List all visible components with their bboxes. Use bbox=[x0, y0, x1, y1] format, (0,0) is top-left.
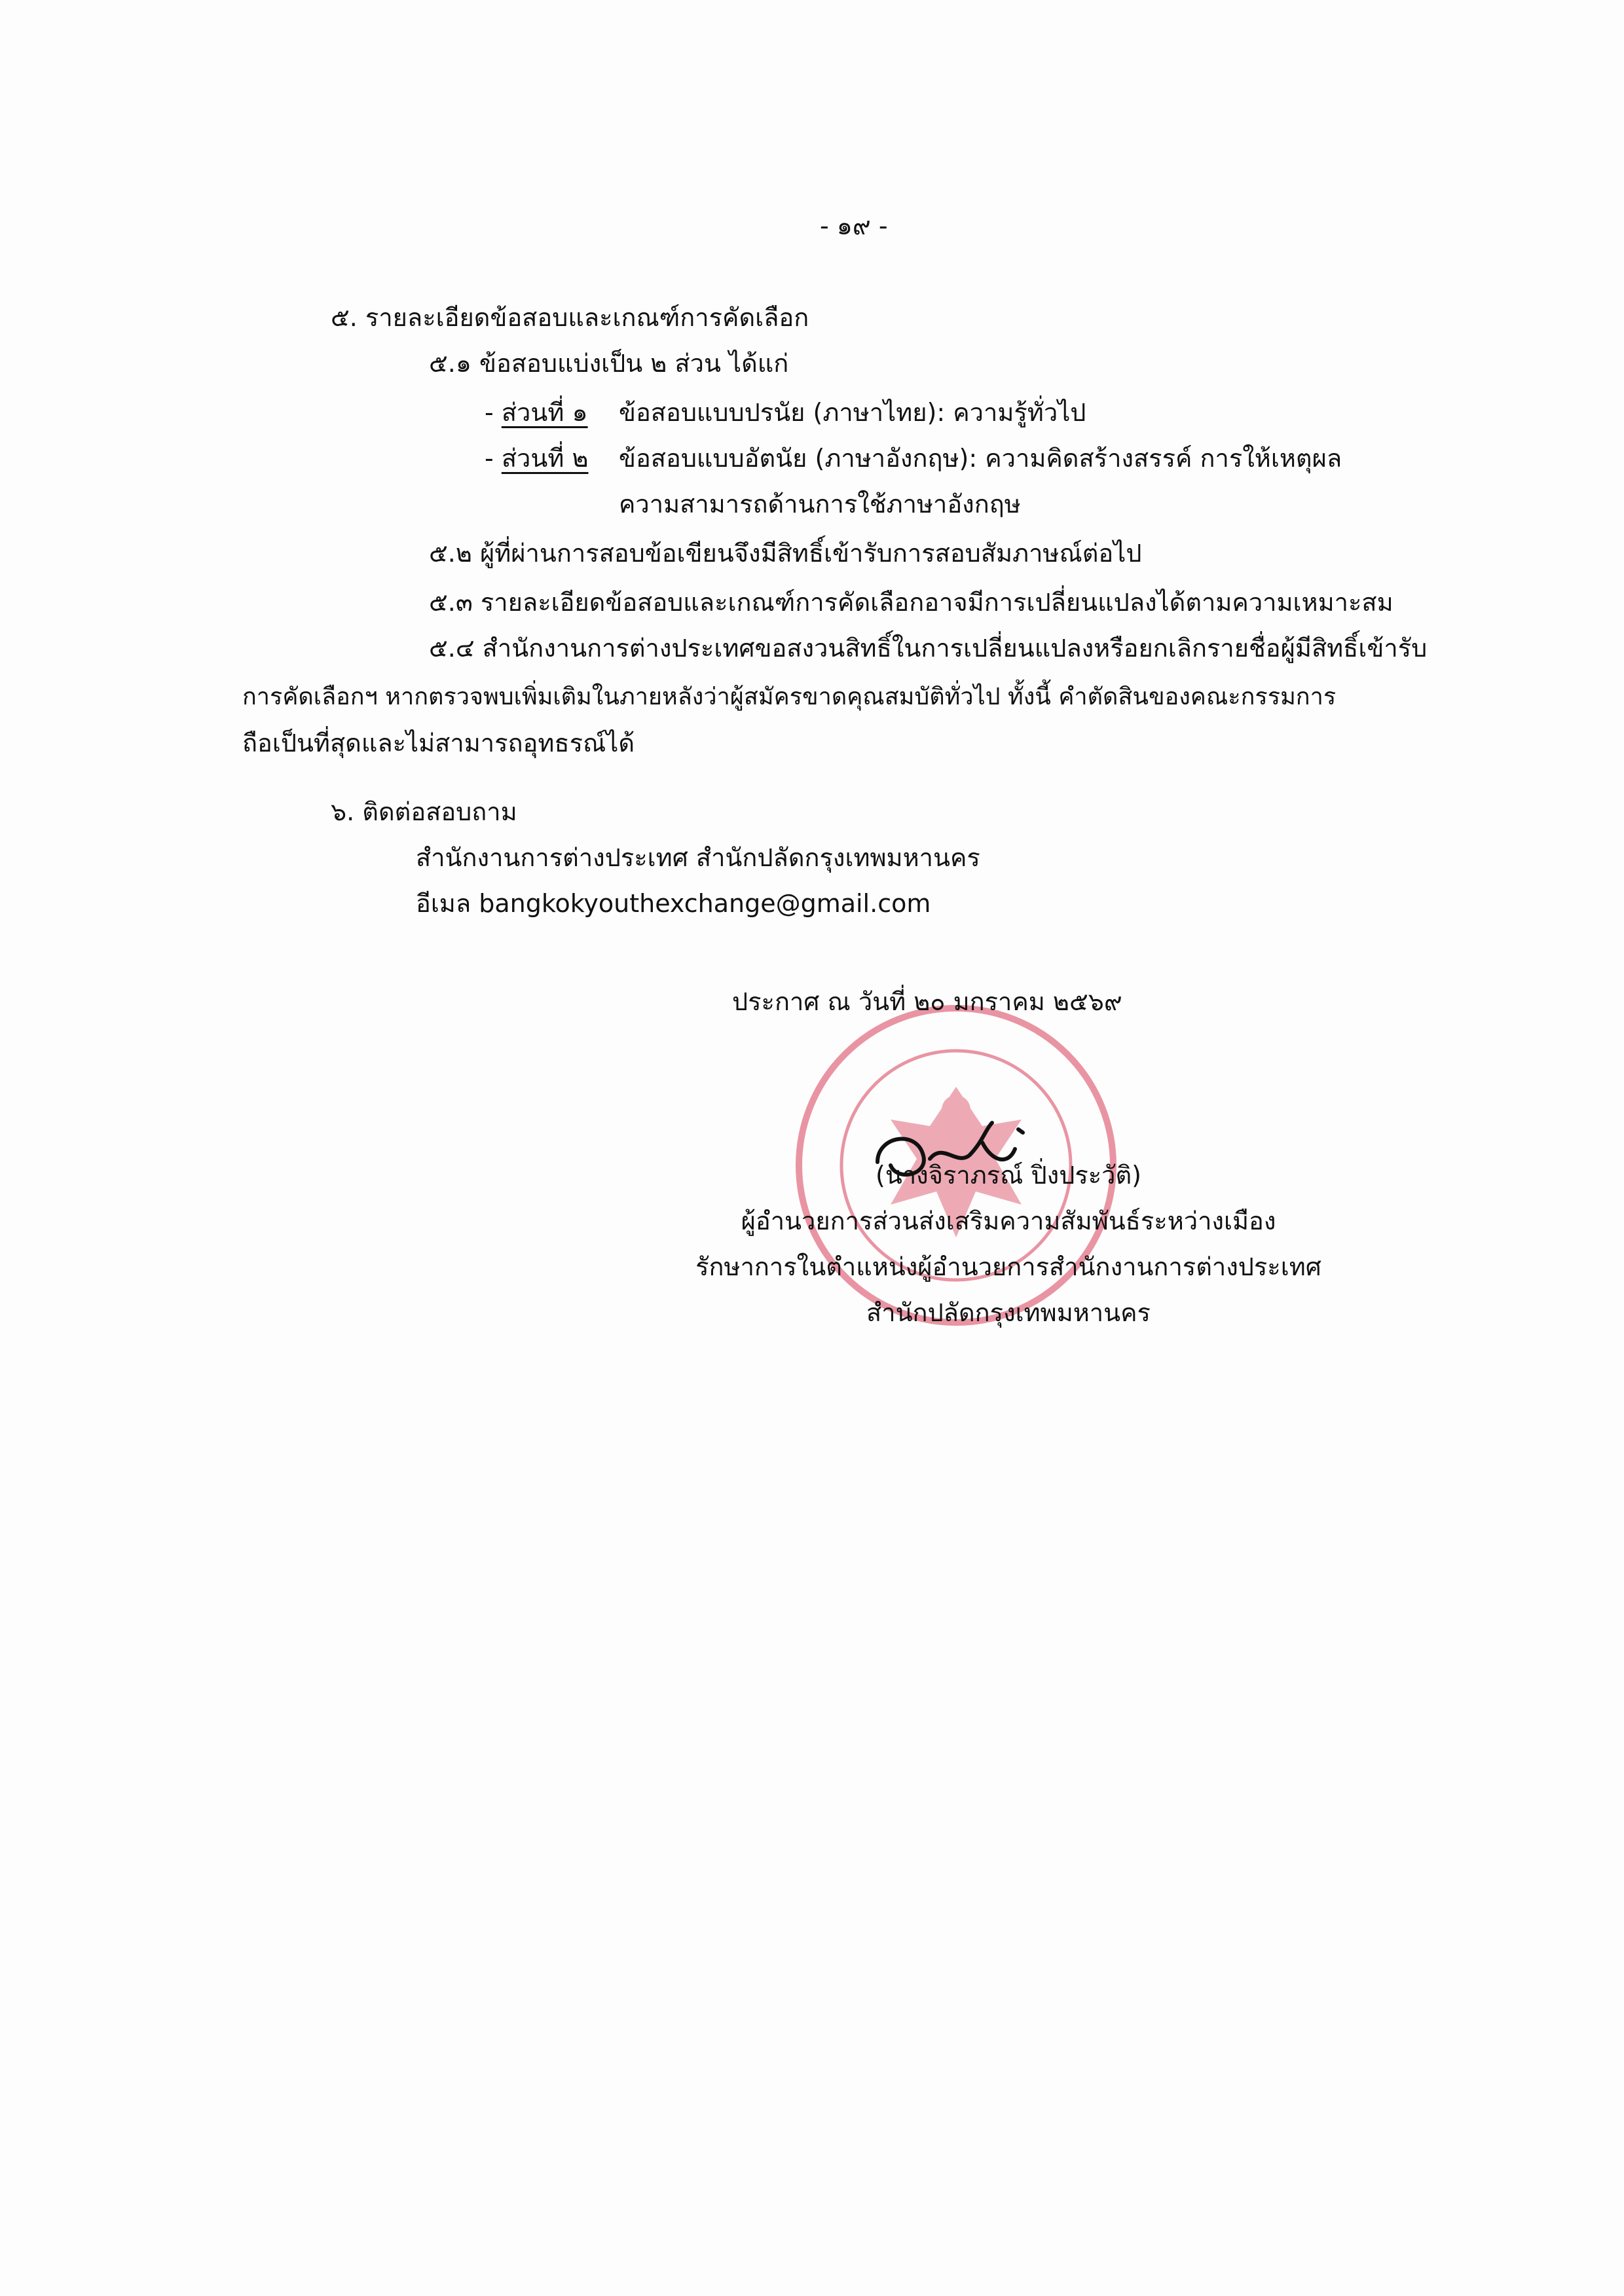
contact-office: สำนักงานการต่างประเทศ สำนักปลัดกรุงเทพมหานคร bbox=[416, 843, 980, 872]
page-number: - ๑๙ - bbox=[820, 211, 888, 240]
signatory-position1: ผู้อำนวยการส่วนส่งเสริมความสัมพันธ์ระหว่างเมือง bbox=[741, 1207, 1276, 1235]
signatory-position3: สำนักปลัดกรุงเทพมหานคร bbox=[866, 1298, 1151, 1327]
announcement-date: ประกาศ ณ วันที่ ๒๐ มกราคม ๒๕๖๙ bbox=[732, 987, 1122, 1016]
part1-dash: - bbox=[485, 398, 494, 427]
part2-line bbox=[485, 439, 589, 478]
part2-label: ส่วนที่ ๒ bbox=[501, 444, 589, 473]
item-5-4-line1: ๕.๔ สำนักงานการต่างประเทศขอสงวนสิทธิ์ในการเปลี่ยนแปลงหรือยกเลิกรายชื่อผู้มีสิทธิ์เข้ารับ bbox=[429, 634, 1428, 663]
contact-email: อีเมล bangkokyouthexchange@gmail.com bbox=[416, 889, 931, 918]
item-5-4-line3: ถือเป็นที่สุดและไม่สามารถอุทธรณ์ได้ bbox=[242, 729, 635, 757]
item-5-1: ๕.๑ ข้อสอบแบ่งเป็น ๒ ส่วน ได้แก่ bbox=[429, 349, 789, 378]
part1-text: ข้อสอบแบบปรนัย (ภาษาไทย): ความรู้ทั่วไป bbox=[619, 398, 1086, 427]
section6-heading: ๖. ติดต่อสอบถาม bbox=[331, 797, 517, 826]
item-5-4-line2: การคัดเลือกฯ หากตรวจพบเพิ่มเติมในภายหลังว่าผู้สมัครขาดคุณสมบัติทั่วไป ทั้งนี้ คำตัดสินของคณะกรรมการ bbox=[242, 683, 1337, 710]
part2-text: ข้อสอบแบบอัตนัย (ภาษาอังกฤษ): ความคิดสร้างสรรค์ การให้เหตุผล bbox=[619, 444, 1342, 473]
part1-label: ส่วนที่ ๑ bbox=[501, 398, 588, 427]
part1-line bbox=[485, 393, 588, 432]
part2-text-cont: ความสามารถด้านการใช้ภาษาอังกฤษ bbox=[619, 490, 1021, 519]
section5-heading: ๕. รายละเอียดข้อสอบและเกณฑ์การคัดเลือก bbox=[331, 303, 809, 332]
signatory-position2: รักษาการในตำแหน่งผู้อำนวยการสำนักงานการต่างประเทศ bbox=[695, 1252, 1321, 1281]
item-5-3: ๕.๓ รายละเอียดข้อสอบและเกณฑ์การคัดเลือกอาจมีการเปลี่ยนแปลงได้ตามความเหมาะสม bbox=[429, 588, 1393, 617]
item-5-2: ๕.๒ ผู้ที่ผ่านการสอบข้อเขียนจึงมีสิทธิ์เข้ารับการสอบสัมภาษณ์ต่อไป bbox=[429, 539, 1142, 568]
signatory-name: (นางจิราภรณ์ ปิ่งประวัติ) bbox=[876, 1161, 1141, 1190]
part2-dash: - bbox=[485, 444, 494, 473]
